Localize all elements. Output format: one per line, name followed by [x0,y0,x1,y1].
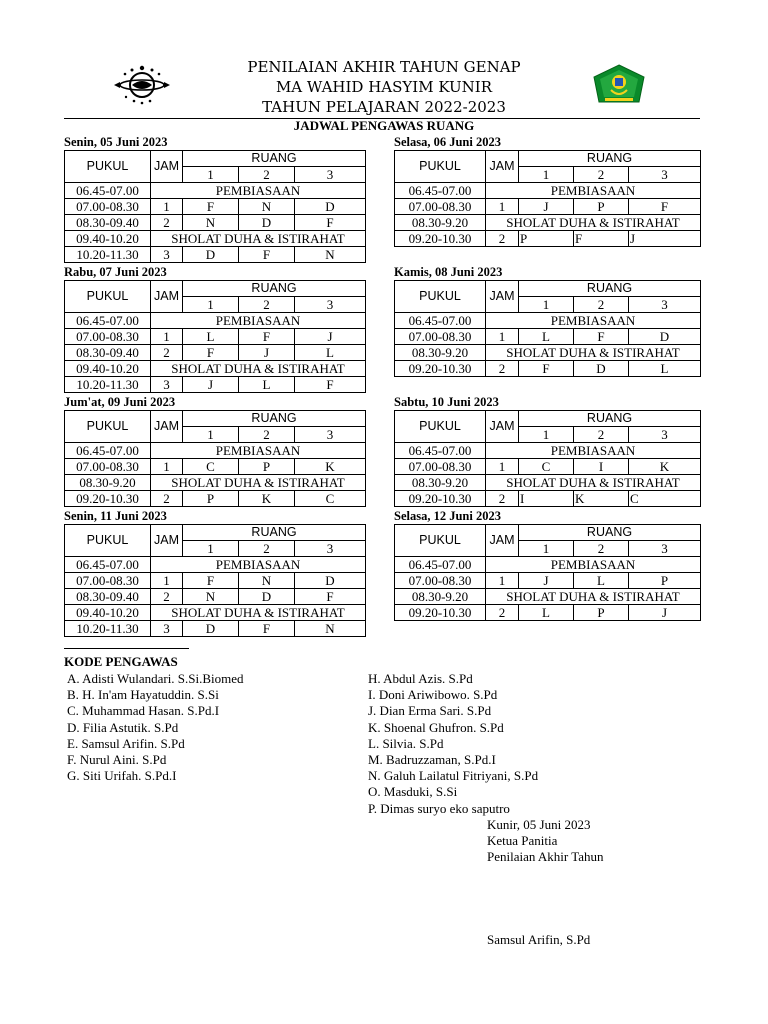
table-row [395,475,701,491]
cell-pukul: 09.20-10.30 [395,605,486,621]
col-header-room: 2 [574,541,629,557]
schedule-table [64,150,366,263]
schedule-table [394,410,701,507]
cell-pukul: 10.20-11.30 [65,247,151,263]
cell-activity: PEMBIASAAN [151,557,366,573]
schedule-subtitle: JADWAL PENGAWAS RUANG [293,118,475,133]
schedule-table [394,150,701,247]
col-header-ruang: RUANG [183,525,366,541]
col-header-pukul: PUKUL [395,281,486,313]
col-header-ruang: RUANG [519,525,701,541]
cell-activity: SHOLAT DUHA & ISTIRAHAT [486,475,701,491]
col-header-jam: JAM [151,281,183,313]
cell-jam: 2 [151,345,183,361]
table-row [65,475,366,491]
cell-pukul: 06.45-07.00 [65,557,151,573]
cell-pengawas: N [295,247,366,263]
table-row [65,621,366,637]
table-row [65,605,366,621]
table-row [395,329,701,345]
cell-activity: PEMBIASAAN [151,443,366,459]
col-header-room: 2 [574,427,629,443]
cell-pengawas: C [519,459,574,475]
cell-pengawas: P [239,459,295,475]
cell-pengawas: D [183,621,239,637]
col-header-ruang: RUANG [183,411,366,427]
cell-pengawas: P [574,199,629,215]
cell-jam: 2 [486,231,519,247]
cell-pukul: 07.00-08.30 [395,199,486,215]
signature-place-date: Kunir, 05 Juni 2023 [487,817,591,832]
col-header-room: 3 [295,427,366,443]
cell-activity: SHOLAT DUHA & ISTIRAHAT [486,215,701,231]
cell-pengawas: N [239,199,295,215]
cell-pukul: 08.30-09.40 [65,589,151,605]
col-header-room: 1 [183,297,239,313]
day-title: Rabu, 07 Juni 2023 [64,265,167,279]
signature-role: Ketua Panitia [487,833,558,849]
cell-pukul: 07.00-08.30 [65,329,151,345]
col-header-room: 2 [574,167,629,183]
cell-pukul: 08.30-09.40 [65,345,151,361]
cell-pukul: 06.45-07.00 [395,443,486,459]
cell-pengawas: L [519,605,574,621]
col-header-room: 1 [519,541,574,557]
table-row [65,589,366,605]
col-header-room: 1 [519,167,574,183]
cell-pengawas: N [295,621,366,637]
col-header-jam: JAM [486,525,519,557]
cell-pukul: 08.30-9.20 [395,589,486,605]
schedule-table [64,524,366,637]
cell-pukul: 06.45-07.00 [395,183,486,199]
cell-activity: SHOLAT DUHA & ISTIRAHAT [151,361,366,377]
col-header-room: 2 [239,297,295,313]
cell-pengawas: N [239,573,295,589]
cell-pukul: 06.45-07.00 [395,313,486,329]
cell-pukul: 06.45-07.00 [65,183,151,199]
cell-pengawas: L [519,329,574,345]
cell-pukul: 07.00-08.30 [395,329,486,345]
day-title: Senin, 11 Juni 2023 [64,509,167,523]
col-header-room: 3 [629,297,701,313]
cell-pukul: 09.20-10.30 [395,361,486,377]
table-row [395,589,701,605]
cell-pukul: 07.00-08.30 [395,573,486,589]
col-header-pukul: PUKUL [395,151,486,183]
table-row [395,231,701,247]
col-header-ruang: RUANG [519,151,701,167]
cell-jam: 1 [486,329,519,345]
col-header-jam: JAM [151,411,183,443]
col-header-ruang: RUANG [519,411,701,427]
col-header-ruang: RUANG [183,281,366,297]
kode-item: J. Dian Erma Sari. S.Pd [368,703,492,719]
cell-pukul: 08.30-9.20 [395,215,486,231]
cell-pukul: 09.20-10.30 [395,491,486,507]
table-row [395,459,701,475]
cell-pengawas: F [295,377,366,393]
col-header-jam: JAM [486,151,519,183]
cell-pengawas: D [183,247,239,263]
kode-list-right [368,671,538,817]
cell-pengawas: L [574,573,629,589]
cell-activity: SHOLAT DUHA & ISTIRAHAT [151,605,366,621]
cell-pukul: 07.00-08.30 [65,573,151,589]
cell-pengawas: F [295,215,366,231]
cell-jam: 1 [151,199,183,215]
cell-pukul: 10.20-11.30 [65,621,151,637]
cell-pengawas: P [629,573,701,589]
col-header-room: 2 [239,541,295,557]
day-title: Selasa, 06 Juni 2023 [394,135,501,149]
cell-jam: 1 [486,459,519,475]
cell-pengawas: J [519,573,574,589]
signature-event: Penilaian Akhir Tahun [487,849,604,865]
day-title: Jum'at, 09 Juni 2023 [64,395,176,409]
col-header-pukul: PUKUL [65,411,151,443]
day-title: Senin, 05 Juni 2023 [64,135,168,149]
col-header-room: 3 [629,167,701,183]
cell-pengawas: D [629,329,701,345]
cell-jam: 2 [151,491,183,507]
col-header-room: 1 [519,297,574,313]
cell-activity: PEMBIASAAN [486,557,701,573]
kode-item: I. Doni Ariwibowo. S.Pd [368,687,498,703]
cell-activity: SHOLAT DUHA & ISTIRAHAT [151,231,366,247]
cell-activity: SHOLAT DUHA & ISTIRAHAT [151,475,366,491]
cell-pukul: 08.30-09.40 [65,215,151,231]
cell-pengawas: C [183,459,239,475]
cell-jam: 1 [486,199,519,215]
cell-pengawas: D [295,199,366,215]
table-row [395,443,701,459]
kode-item: G. Siti Urifah. S.Pd.I [67,768,177,784]
kode-item: H. Abdul Azis. S.Pd [368,671,473,686]
schedule-table [64,280,366,393]
table-row [65,361,366,377]
kode-item: M. Badruzzaman, S.Pd.I [368,752,496,768]
cell-jam: 2 [151,589,183,605]
header-title-line1: PENILAIAN AKHIR TAHUN GENAP [247,58,521,76]
cell-jam: 3 [151,621,183,637]
col-header-room: 3 [295,167,366,183]
col-header-room: 3 [295,297,366,313]
table-row [395,573,701,589]
kode-item: P. Dimas suryo eko saputro [368,800,510,816]
cell-pengawas: I [574,459,629,475]
cell-pengawas: F [183,199,239,215]
kode-item: K. Shoenal Ghufron. S.Pd [368,719,504,735]
table-row [65,557,366,573]
table-row [65,231,366,247]
cell-pukul: 07.00-08.30 [65,459,151,475]
table-row [65,247,366,263]
cell-pukul: 08.30-9.20 [395,345,486,361]
signature-block [487,817,604,866]
cell-activity: PEMBIASAAN [486,443,701,459]
cell-pukul: 09.40-10.20 [65,361,151,377]
cell-pengawas: P [519,231,574,247]
cell-activity: PEMBIASAAN [151,183,366,199]
table-row [65,491,366,507]
cell-pukul: 06.45-07.00 [65,313,151,329]
cell-pukul: 07.00-08.30 [395,459,486,475]
cell-pengawas: K [295,459,366,475]
col-header-ruang: RUANG [519,281,701,297]
cell-pukul: 09.40-10.20 [65,605,151,621]
cell-pengawas: F [239,247,295,263]
cell-pengawas: C [629,491,701,507]
day-title: Kamis, 08 Juni 2023 [394,265,503,279]
cell-pengawas: L [239,377,295,393]
table-row [65,459,366,475]
cell-jam: 1 [151,459,183,475]
col-header-jam: JAM [486,281,519,313]
cell-jam: 1 [486,573,519,589]
kode-item: C. Muhammad Hasan. S.Pd.I [67,703,220,719]
cell-pukul: 09.40-10.20 [65,231,151,247]
kode-item: O. Masduki, S.Si [368,784,458,800]
col-header-room: 1 [183,167,239,183]
table-row [395,199,701,215]
cell-pengawas: I [519,491,574,507]
col-header-pukul: PUKUL [395,411,486,443]
cell-pukul: 09.20-10.30 [65,491,151,507]
cell-pengawas: J [629,231,701,247]
cell-pengawas: J [295,329,366,345]
cell-jam: 2 [151,215,183,231]
col-header-pukul: PUKUL [65,281,151,313]
table-row [395,215,701,231]
cell-pengawas: L [629,361,701,377]
col-header-pukul: PUKUL [65,151,151,183]
table-row [65,329,366,345]
table-row [395,345,701,361]
table-row [395,361,701,377]
cell-pengawas: P [183,491,239,507]
signature-name: Samsul Arifin, S.Pd [487,932,591,947]
cell-pengawas: K [239,491,295,507]
cell-pengawas: D [239,589,295,605]
cell-pengawas: J [239,345,295,361]
cell-pengawas: K [629,459,701,475]
cell-pengawas: N [183,215,239,231]
table-row [395,605,701,621]
col-header-room: 1 [183,427,239,443]
table-row [65,215,366,231]
header-title-line2: MA WAHID HASYIM KUNIR [275,78,493,96]
cell-pukul: 10.20-11.30 [65,377,151,393]
col-header-room: 3 [629,541,701,557]
kode-divider [64,648,189,649]
col-header-room: 2 [239,167,295,183]
schedule-table [394,280,701,377]
kode-list-left [67,671,244,784]
schedule-table [64,410,366,507]
cell-jam: 2 [486,491,519,507]
table-row [65,345,366,361]
cell-pukul: 06.45-07.00 [395,557,486,573]
table-row [395,491,701,507]
table-row [65,573,366,589]
cell-jam: 3 [151,247,183,263]
cell-pengawas: P [574,605,629,621]
cell-jam: 1 [151,329,183,345]
col-header-room: 1 [183,541,239,557]
cell-pengawas: F [574,329,629,345]
table-row [65,377,366,393]
cell-pengawas: F [295,589,366,605]
cell-activity: PEMBIASAAN [151,313,366,329]
cell-pengawas: N [183,589,239,605]
cell-jam: 2 [486,605,519,621]
col-header-jam: JAM [151,151,183,183]
col-header-room: 3 [629,427,701,443]
cell-activity: PEMBIASAAN [486,313,701,329]
cell-pengawas: L [183,329,239,345]
col-header-ruang: RUANG [183,151,366,167]
cell-pukul: 06.45-07.00 [65,443,151,459]
cell-pengawas: J [629,605,701,621]
cell-jam: 3 [151,377,183,393]
kode-item: F. Nurul Aini. S.Pd [67,752,167,768]
kode-item: A. Adisti Wulandari. S.Si.Biomed [67,671,244,686]
col-header-jam: JAM [151,525,183,557]
kode-item: L. Silvia. S.Pd [368,735,444,751]
cell-pengawas: J [183,377,239,393]
cell-pengawas: L [295,345,366,361]
table-row [65,199,366,215]
col-header-jam: JAM [486,411,519,443]
table-row [65,443,366,459]
kode-item: E. Samsul Arifin. S.Pd [67,735,185,751]
cell-pengawas: F [574,231,629,247]
col-header-pukul: PUKUL [395,525,486,557]
cell-pukul: 07.00-08.30 [65,199,151,215]
cell-pukul: 08.30-9.20 [65,475,151,491]
cell-pengawas: F [239,329,295,345]
col-header-pukul: PUKUL [65,525,151,557]
cell-activity: SHOLAT DUHA & ISTIRAHAT [486,589,701,605]
cell-activity: PEMBIASAAN [486,183,701,199]
cell-pengawas: J [519,199,574,215]
cell-activity: SHOLAT DUHA & ISTIRAHAT [486,345,701,361]
cell-pengawas: F [629,199,701,215]
cell-pengawas: D [239,215,295,231]
cell-pengawas: C [295,491,366,507]
cell-pengawas: F [183,345,239,361]
kode-item: N. Galuh Lailatul Fitriyani, S.Pd [368,768,539,784]
col-header-room: 2 [574,297,629,313]
cell-pengawas: F [183,573,239,589]
kode-item: B. H. In'am Hayatuddin. S.Si [67,687,219,703]
cell-jam: 2 [486,361,519,377]
cell-pukul: 09.20-10.30 [395,231,486,247]
kode-pengawas-title: KODE PENGAWAS [64,654,178,669]
col-header-room: 3 [295,541,366,557]
col-header-room: 2 [239,427,295,443]
table-row [395,313,701,329]
cell-pengawas: K [574,491,629,507]
day-title: Sabtu, 10 Juni 2023 [394,395,499,409]
cell-pukul: 08.30-9.20 [395,475,486,491]
cell-pengawas: D [574,361,629,377]
header-title-line3: TAHUN PELAJARAN 2022-2023 [262,98,506,116]
cell-jam: 1 [151,573,183,589]
cell-pengawas: D [295,573,366,589]
table-row [395,183,701,199]
col-header-room: 1 [519,427,574,443]
table-row [65,183,366,199]
table-row [65,313,366,329]
schedule-table [394,524,701,621]
cell-pengawas: F [239,621,295,637]
day-title: Selasa, 12 Juni 2023 [394,509,501,523]
table-row [395,557,701,573]
cell-pengawas: F [519,361,574,377]
kode-item: D. Filia Astutik. S.Pd [67,719,179,735]
